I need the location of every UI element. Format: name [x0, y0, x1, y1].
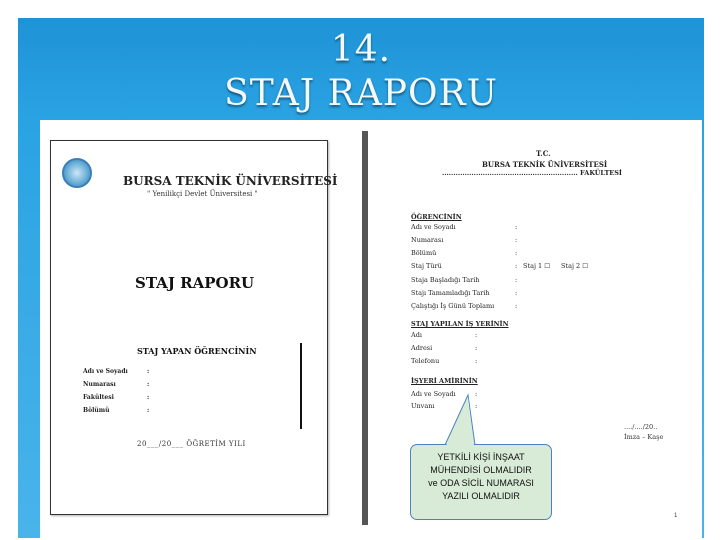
cover-field-colon: : [147, 394, 150, 401]
form-row-label: Adı ve Soyadı [411, 390, 456, 398]
cover-field-label: Fakültesi [83, 394, 114, 401]
form-signature-stamp: İmza – Kaşe [624, 433, 664, 441]
form-row-colon: : [515, 262, 518, 270]
cover-university-name: BURSA TEKNİK ÜNİVERSİTESİ [123, 174, 338, 188]
form-row-label: Bölümü [411, 249, 437, 257]
internship-option-2-checkbox[interactable]: Staj 2 ☐ [561, 262, 589, 270]
form-row-label: Staj Türü [411, 262, 442, 270]
form-row-colon: : [475, 390, 478, 398]
cover-report-title: STAJ RAPORU [135, 274, 255, 292]
callout-line: YETKİLİ KİŞİ İNŞAAT [437, 452, 525, 462]
callout-line: ve ODA SİCİL NUMARASI [428, 478, 534, 488]
form-row-colon: : [515, 276, 518, 284]
form-row-colon: : [515, 289, 518, 297]
form-row-colon: : [475, 331, 478, 339]
form-row-label: Çalıştığı İş Günü Toplamı [411, 302, 495, 310]
form-row-label: Adı ve Soyadı [411, 223, 456, 231]
cover-university-subtitle: " Yenilikçi Devlet Üniversitesi " [147, 190, 258, 198]
callout-line: YAZILI OLMALIDIR [442, 491, 520, 501]
form-row-label: Telefonu [411, 357, 440, 365]
form-row-label: Stajı Tamamladığı Tarih [411, 289, 490, 297]
form-row-colon: : [475, 402, 478, 410]
form-row-colon: : [475, 357, 478, 365]
callout-text [410, 451, 552, 503]
form-row-label: Staja Başladığı Tarih [411, 276, 480, 284]
form-page-number: 1 [674, 513, 678, 519]
cover-field-colon: : [147, 368, 150, 375]
form-header-university: BURSA TEKNİK ÜNİVERSİTESİ [482, 160, 608, 169]
form-row-colon: : [475, 344, 478, 352]
form-row-label: Numarası [411, 236, 444, 244]
form-row-colon: : [515, 302, 518, 310]
cover-field-colon: : [147, 381, 150, 388]
form-row-colon: : [515, 223, 518, 231]
form-row-colon: : [515, 249, 518, 257]
form-row-colon: : [515, 236, 518, 244]
form-supervisor-section: İŞYERİ AMİRİNİN [411, 377, 478, 385]
cover-field-label: Adı ve Soyadı [83, 368, 128, 375]
cover-field-label: Numarası [83, 381, 116, 388]
cover-section-heading: STAJ YAPAN ÖĞRENCİNİN [137, 346, 257, 356]
form-header-faculty: ............................................................ FAKÜLTESİ [442, 169, 622, 177]
callout-line: MÜHENDİSİ OLMALIDIR [430, 465, 532, 475]
form-row-label: Adresi [411, 344, 433, 352]
cover-field-colon: : [147, 407, 150, 414]
slide-title-number: 14. [330, 29, 392, 70]
form-row-label: Unvanı [411, 402, 435, 410]
slide-title-text: STAJ RAPORU [224, 73, 498, 114]
cover-academic-year: 20___/20___ ÖĞRETİM YILI [137, 440, 246, 448]
form-row-label: Adı [411, 331, 422, 339]
form-student-section: ÖĞRENCİNİN [411, 213, 462, 221]
form-header-tc: T.C. [536, 149, 551, 158]
internship-option-1-checkbox[interactable]: Staj 1 ☐ [523, 262, 551, 270]
cover-field-label: Bölümü [83, 407, 110, 414]
form-workplace-section: STAJ YAPILAN İŞ YERİNİN [411, 320, 509, 328]
form-date: ..../..../20.. [624, 423, 658, 431]
